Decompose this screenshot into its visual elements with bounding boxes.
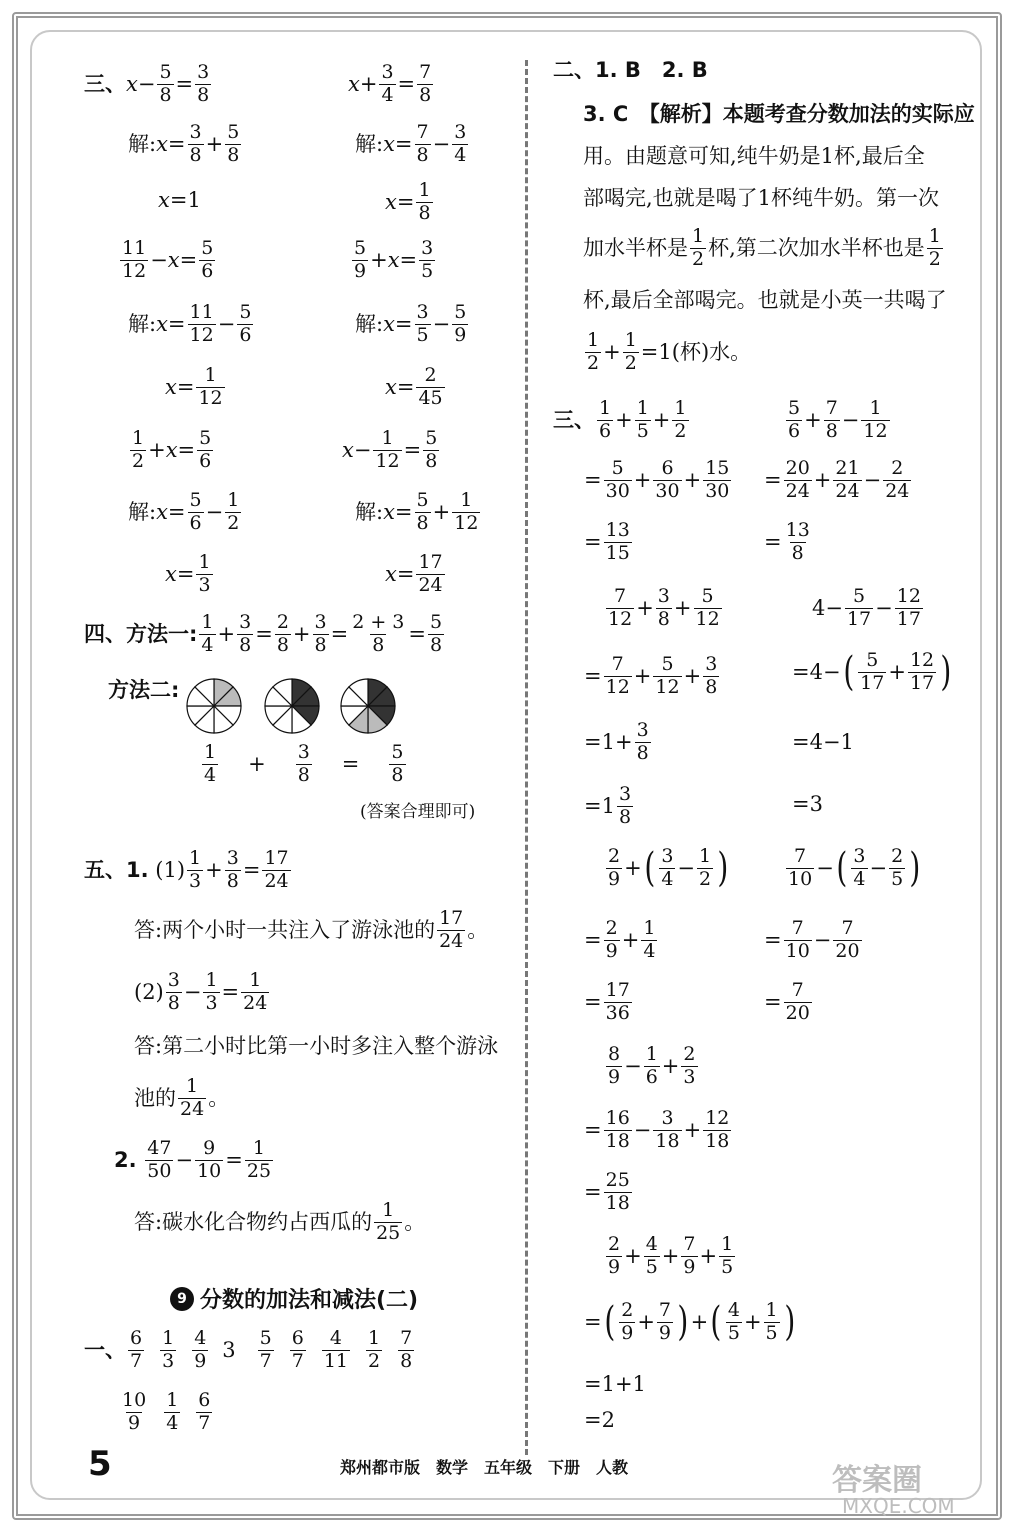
right-s3-p2-step1: = $\frac{20}{24}$ + $\frac{21}{24}$ − $\frac{2}{24}$ xyxy=(764,457,910,502)
left-s4-method2-label: 方法二: xyxy=(108,678,180,702)
left-s4-note: (答案合理即可) xyxy=(360,802,476,822)
right-s2-q3-line4: 加水半杯是 $\frac{1}{2}$ 杯,第二次加水半杯也是 $\frac{1}{2}$ xyxy=(583,225,941,270)
pie-five-eighths-icon xyxy=(338,676,398,736)
left-s5-a2-line1: 答:第二小时比第一小时多注入整个游泳 xyxy=(134,1034,499,1058)
left-s4-method1: 四、方法一: $\frac{1}{4}$ + $\frac{3}{8}$ = $\frac{2}{8}$ + $\frac{3}{8}$ = $\frac{2 + 3}{8}$ = $\frac{5}{8}$ xyxy=(84,611,443,656)
left-s3-eq5: $\frac{5}{9}$ + x = $\frac{3}{5}$ xyxy=(354,237,434,282)
left-s5-q1: 五、1. (1) $\frac{1}{3}$ + $\frac{3}{8}$ = $\frac{17}{24}$ xyxy=(84,847,289,892)
left-s3-eq1: 三、 x − $\frac{5}{8}$ = $\frac{3}{8}$ xyxy=(84,61,210,106)
footer-edition: 郑州都市版 数学 五年级 下册 人教 xyxy=(340,1458,629,1477)
left-s3-ans4: x = $\frac{1}{8}$ xyxy=(385,179,431,224)
left-s1-row1: 一、 $\frac{6}{7}$ $\frac{1}{3}$ $\frac{4}{9}$ 3 $\frac{5}{7}$ $\frac{6}{7}$ $\frac{4}{11}$ $\frac{1}{2}$ $\frac{7}{8}$ xyxy=(84,1327,413,1372)
watermark-url: MXQE.COM xyxy=(842,1494,955,1518)
left-s5-a3: 答:碳水化合物约占西瓜的 $\frac{1}{25}$ 。 xyxy=(134,1199,426,1244)
right-s3-p8: $\frac{2}{9}$ + $\frac{4}{5}$ + $\frac{7}{9}$ + $\frac{1}{5}$ xyxy=(608,1233,734,1278)
pie-quarter-icon xyxy=(184,676,244,736)
left-s3-sol3: 解: x = $\frac{5}{6}$ − $\frac{1}{2}$ xyxy=(128,489,240,534)
left-s1-row2: $\frac{10}{9}$ $\frac{1}{4}$ $\frac{6}{7}$ xyxy=(122,1389,211,1434)
right-s3-p1-step1: = $\frac{5}{30}$ + $\frac{6}{30}$ + $\frac{15}{30}$ xyxy=(584,457,730,502)
right-s3-p3-step1: = $\frac{7}{12}$ + $\frac{5}{12}$ + $\frac{3}{8}$ xyxy=(584,653,718,698)
right-s3-p1-step2: = $\frac{13}{15}$ xyxy=(584,519,630,564)
right-s3-p7: $\frac{8}{9}$ − $\frac{1}{6}$ + $\frac{2}{3}$ xyxy=(608,1043,696,1088)
left-s3-ans1: x =1 xyxy=(158,188,201,212)
left-s5-q2: (2) $\frac{3}{8}$ − $\frac{1}{3}$ = $\frac{1}{24}$ xyxy=(134,969,268,1014)
right-s3-p3-step2: =1+ $\frac{3}{8}$ xyxy=(584,719,649,764)
left-s3-ans5: x = $\frac{2}{45}$ xyxy=(385,364,443,409)
right-s3-p7-step2: = $\frac{25}{18}$ xyxy=(584,1169,630,1214)
right-s3-p4-step2: =4−1 xyxy=(792,730,854,754)
left-s3-sol4: 解: x = $\frac{7}{8}$ − $\frac{3}{4}$ xyxy=(355,121,467,166)
column-divider xyxy=(525,60,528,1455)
right-s2-q3-line6: $\frac{1}{2}$ + $\frac{1}{2}$ =1(杯)水。 xyxy=(587,329,752,374)
right-s3-p3-step3: =1 $\frac{3}{8}$ xyxy=(584,783,632,828)
right-s3-p2-step2: = $\frac{13}{8}$ xyxy=(764,519,810,564)
right-s3-p4-step3: =3 xyxy=(792,792,823,816)
left-s3-eq6: x − $\frac{1}{12}$ = $\frac{5}{8}$ xyxy=(342,427,438,472)
section-heading xyxy=(170,1283,418,1314)
right-s3-p4: 4− $\frac{5}{17}$ − $\frac{12}{17}$ xyxy=(812,585,921,630)
right-s3-p3: $\frac{7}{12}$ + $\frac{3}{8}$ + $\frac{5}{12}$ xyxy=(608,585,720,630)
left-s3-ans3: x = $\frac{1}{3}$ xyxy=(165,551,211,596)
left-s3-ans6: x = $\frac{17}{24}$ xyxy=(385,551,443,596)
right-s3-p8-step3: =2 xyxy=(584,1408,615,1432)
right-s3-p6: $\frac{7}{10}$ − ( $\frac{3}{4}$ − $\frac{2}{5}$ ) xyxy=(788,845,921,892)
right-s3-p7-step1: = $\frac{16}{18}$ − $\frac{3}{18}$ + $\frac{12}{18}$ xyxy=(584,1107,730,1152)
right-s2-q3-line2: 用。由题意可知,纯牛奶是1杯,最后全 xyxy=(583,144,925,168)
right-s3-p4-step1: =4− ( $\frac{5}{17}$ + $\frac{12}{17}$ ) xyxy=(792,649,952,696)
page-number: 5 xyxy=(88,1444,112,1484)
left-s5-a2-line2: 池的 $\frac{1}{24}$ 。 xyxy=(134,1075,230,1120)
left-s3-eq4: x + $\frac{3}{4}$ = $\frac{7}{8}$ xyxy=(348,61,432,106)
right-s2-q3-head: 3. C 【解析】本题考查分数加法的实际应 xyxy=(583,102,975,126)
right-s3-p5: $\frac{2}{9}$ + ( $\frac{3}{4}$ − $\frac{1}{2}$ ) xyxy=(608,845,729,892)
left-s3-sol6: 解: x = $\frac{5}{8}$ + $\frac{1}{12}$ xyxy=(355,489,479,534)
left-s3-eq2: $\frac{11}{12}$ − x = $\frac{5}{6}$ xyxy=(122,237,214,282)
right-s3-p1: 三、 $\frac{1}{6}$ + $\frac{1}{5}$ + $\frac{1}{2}$ xyxy=(553,397,687,442)
right-s3-p2: $\frac{5}{6}$ + $\frac{7}{8}$ − $\frac{1}{12}$ xyxy=(788,397,888,442)
right-s2-q3-line3: 部喝完,也就是喝了1杯纯牛奶。第一次 xyxy=(583,186,940,210)
right-s2-q3-line5: 杯,最后全部喝完。也就是小英一共喝了 xyxy=(583,288,947,312)
section-number-badge: 9 xyxy=(170,1287,194,1311)
left-s3-ans2: x = $\frac{1}{12}$ xyxy=(165,364,223,409)
pie-three-eighths-icon xyxy=(262,676,322,736)
left-s5-q3: 2. $\frac{47}{50}$ − $\frac{9}{10}$ = $\frac{1}{25}$ xyxy=(114,1137,272,1182)
left-s3-eq3: $\frac{1}{2}$ + x = $\frac{5}{6}$ xyxy=(132,427,212,472)
left-s3-sol5: 解: x = $\frac{3}{5}$ − $\frac{5}{9}$ xyxy=(355,301,467,346)
section-title: 分数的加法和减法(二) xyxy=(200,1288,419,1313)
left-s4-pie-equation: $\frac{1}{4}$ + $\frac{3}{8}$ = $\frac{5}{8}$ xyxy=(204,741,404,786)
right-s2-answers: 二、1. B 2. B xyxy=(553,58,708,82)
right-s3-p5-step2: = $\frac{17}{36}$ xyxy=(584,979,630,1024)
right-s3-p6-step2: = $\frac{7}{20}$ xyxy=(764,979,810,1024)
right-s3-p5-step1: = $\frac{2}{9}$ + $\frac{1}{4}$ xyxy=(584,917,656,962)
right-s3-p6-step1: = $\frac{7}{10}$ − $\frac{7}{20}$ xyxy=(764,917,860,962)
right-s3-p8-step1: = ( $\frac{2}{9}$ + $\frac{7}{9}$ ) + ( $\frac{4}{5}$ + $\frac{1}{5}$ ) xyxy=(584,1299,795,1346)
left-s5-a1: 答:两个小时一共注入了游泳池的 $\frac{17}{24}$ 。 xyxy=(134,907,489,952)
left-s3-sol2: 解: x = $\frac{11}{12}$ − $\frac{5}{6}$ xyxy=(128,301,252,346)
right-s3-p8-step2: =1+1 xyxy=(584,1372,646,1396)
watermark-logo: 答案圈 xyxy=(832,1463,922,1498)
left-s3-sol1: 解: x = $\frac{3}{8}$ + $\frac{5}{8}$ xyxy=(128,121,240,166)
